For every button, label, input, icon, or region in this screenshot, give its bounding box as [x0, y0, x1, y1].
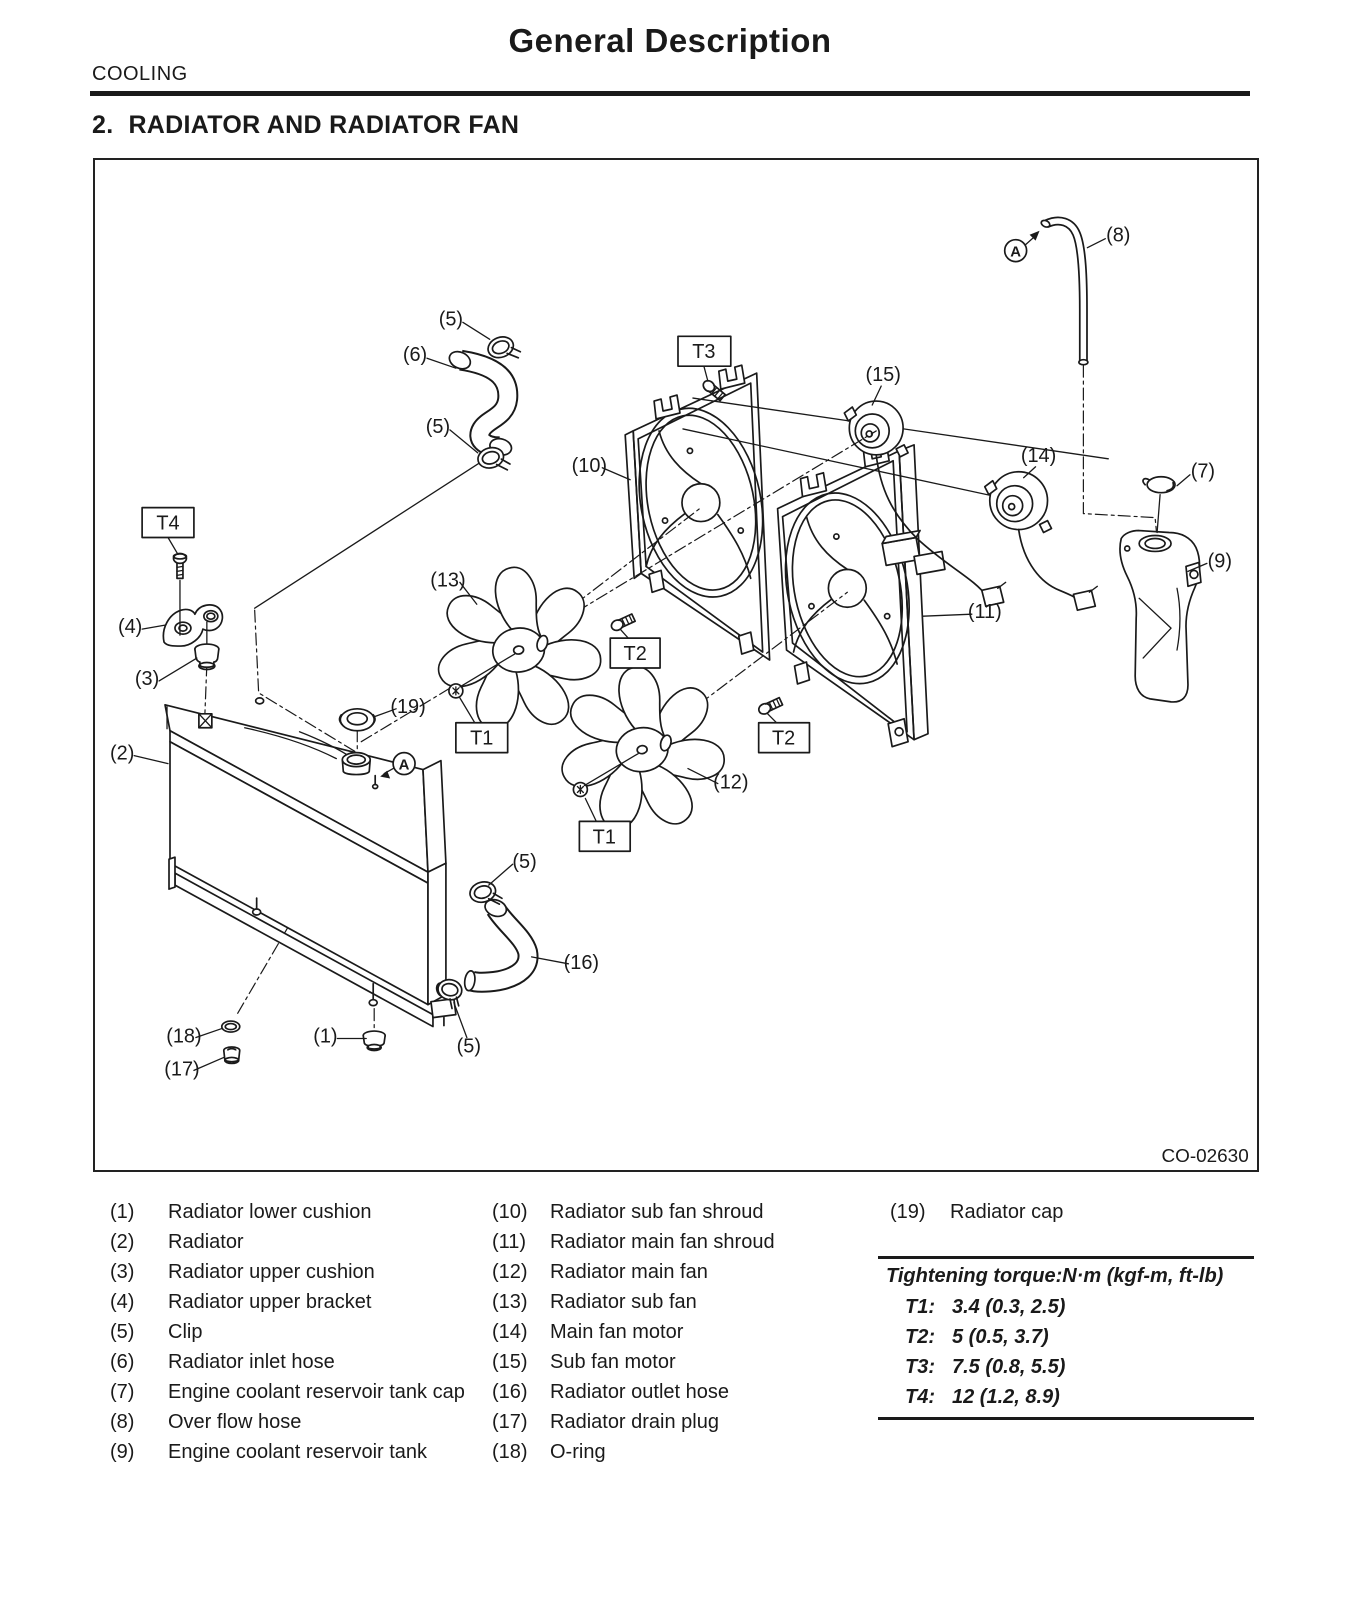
legend-label: Engine coolant reservoir tank cap [168, 1380, 465, 1403]
t2-bolt-right [757, 697, 783, 716]
callout-5-c: (5) [512, 851, 537, 874]
legend-item [492, 1317, 862, 1347]
detail-marker-top [1005, 231, 1040, 262]
legend-num: (8) [110, 1410, 135, 1433]
legend-item [110, 1227, 485, 1257]
legend-item [110, 1347, 485, 1377]
page-title: General Description [508, 22, 832, 59]
legend-num: (2) [110, 1230, 135, 1253]
callout-1: (1) [313, 1025, 338, 1048]
torque-ref-t4: T4 [156, 512, 180, 535]
legend-num: (5) [110, 1320, 135, 1343]
callout-17: (17) [164, 1058, 200, 1081]
torque-value: 7.5 (0.8, 5.5) [952, 1355, 1066, 1378]
torque-row [878, 1352, 1254, 1382]
legend-label: Radiator lower cushion [168, 1200, 372, 1223]
header-rule [90, 91, 1250, 96]
legend-num: (18) [492, 1440, 528, 1463]
torque-value: 12 (1.2, 8.9) [952, 1385, 1060, 1408]
callout-6: (6) [402, 344, 428, 367]
torque-rule-bottom [878, 1417, 1254, 1420]
legend-label: Radiator main fan [550, 1260, 708, 1283]
callout-14: (14) [1020, 444, 1057, 467]
section-number: 2. [92, 111, 114, 139]
detail-a-top-letter: A [1010, 243, 1022, 261]
callout-9: (9) [1207, 550, 1233, 573]
legend-label: Radiator upper bracket [168, 1290, 372, 1313]
section-title: RADIATOR AND RADIATOR FAN [128, 111, 520, 139]
legend-num: (17) [492, 1410, 528, 1433]
legend-num: (4) [110, 1290, 135, 1313]
callout-19: (19) [390, 695, 426, 718]
torque-ref: T1: [905, 1295, 935, 1318]
legend-label: Radiator cap [950, 1200, 1064, 1223]
callout-18: (18) [166, 1025, 202, 1048]
torque-ref-t1-main: T1 [592, 826, 616, 849]
legend-label: Radiator outlet hose [550, 1380, 730, 1403]
radiator-outlet-hose-16 [463, 897, 528, 992]
legend-label: Radiator [168, 1230, 244, 1253]
legend-num: (10) [492, 1200, 528, 1223]
legend-num: (3) [110, 1260, 135, 1283]
callout-5-a: (5) [438, 308, 464, 331]
legend-item [492, 1257, 862, 1287]
legend-label: Radiator drain plug [550, 1410, 719, 1433]
legend-label: Radiator main fan shroud [550, 1230, 775, 1253]
callout-7: (7) [1190, 460, 1216, 483]
legend-item [110, 1257, 485, 1287]
detail-a-bottom-letter: A [398, 756, 410, 774]
legend-item [110, 1377, 485, 1407]
legend-num: (1) [110, 1200, 135, 1223]
legend-label: Engine coolant reservoir tank [168, 1440, 428, 1463]
radiator-fan-diagram [95, 160, 1257, 1170]
legend-label: Clip [168, 1320, 203, 1343]
torque-row [878, 1292, 1254, 1322]
legend-num: (19) [890, 1200, 926, 1223]
callout-5-d: (5) [456, 1035, 481, 1058]
legend-num: (13) [492, 1290, 528, 1313]
legend-label: Radiator upper cushion [168, 1260, 375, 1283]
callout-16: (16) [563, 951, 600, 974]
legend-item [110, 1197, 485, 1227]
legend-label: Over flow hose [168, 1410, 302, 1433]
legend-item [492, 1197, 862, 1227]
upper-cushion-3 [195, 644, 219, 669]
legend-label: Radiator sub fan shroud [550, 1200, 764, 1223]
legend-item [492, 1437, 862, 1467]
legend-label: Radiator inlet hose [168, 1350, 335, 1373]
category-label: COOLING [92, 63, 188, 85]
radiator [165, 695, 456, 1027]
legend-item [110, 1407, 485, 1437]
legend-item [492, 1377, 862, 1407]
callout-5-b: (5) [425, 415, 451, 438]
legend-item [492, 1287, 862, 1317]
legend-num: (7) [110, 1380, 135, 1403]
upper-bracket-4 [163, 605, 222, 646]
main-fan-shroud-11 [769, 443, 928, 747]
legend-num: (14) [492, 1320, 528, 1343]
main-fan-motor-14 [985, 472, 1098, 610]
legend-item [890, 1197, 1250, 1227]
callout-11: (11) [967, 601, 1002, 624]
callout-15: (15) [865, 364, 901, 387]
torque-ref: T3: [905, 1355, 935, 1378]
legend-item [492, 1347, 862, 1377]
o-ring-18 [222, 1021, 240, 1032]
callout-8: (8) [1106, 224, 1131, 247]
lower-cushion-1 [363, 1031, 385, 1050]
callout-3: (3) [134, 667, 160, 690]
legend-column-2 [492, 1197, 862, 1467]
callout-13: (13) [430, 569, 466, 592]
torque-ref: T2: [905, 1325, 935, 1348]
coolant-reservoir-tank-9 [1120, 531, 1201, 702]
legend-label: Sub fan motor [550, 1350, 676, 1373]
torque-ref-t3: T3 [692, 341, 716, 364]
sub-fan-shroud-10 [623, 365, 780, 660]
callout-labels [110, 225, 1232, 1081]
reservoir-tank-cap-7 [1143, 477, 1175, 533]
torque-row [878, 1322, 1254, 1352]
legend-item [110, 1317, 485, 1347]
legend-num: (16) [492, 1380, 528, 1403]
radiator-cap-19 [340, 709, 375, 731]
callout-4: (4) [117, 616, 143, 639]
legend-num: (15) [492, 1350, 528, 1373]
legend-column-3 [890, 1197, 1250, 1227]
figure-code: CO-02630 [1161, 1146, 1249, 1168]
legend-label: O-ring [550, 1440, 606, 1463]
legend-item [110, 1437, 485, 1467]
legend-num: (11) [492, 1230, 527, 1253]
t2-bolt-left [610, 613, 636, 632]
torque-title: Tightening torque:N·m (kgf-m, ft-lb) [886, 1265, 1224, 1287]
legend-column-1 [110, 1197, 485, 1467]
torque-ref-t2-right: T2 [771, 727, 796, 750]
torque-value: 3.4 (0.3, 2.5) [952, 1295, 1066, 1318]
legend-num: (6) [110, 1350, 135, 1373]
drain-plug-17 [224, 1047, 240, 1063]
torque-table [878, 1256, 1254, 1420]
callout-12: (12) [713, 771, 749, 794]
torque-row [878, 1382, 1254, 1412]
legend-item [492, 1227, 862, 1257]
callout-2: (2) [110, 742, 135, 765]
legend-label: Radiator sub fan [550, 1290, 697, 1313]
callout-10: (10) [571, 454, 608, 477]
radiator-inlet-hose-6 [447, 348, 514, 457]
legend-item [110, 1287, 485, 1317]
section-heading [92, 111, 519, 140]
exploded-diagram [93, 158, 1259, 1172]
torque-value: 5 (0.5, 3.7) [952, 1325, 1049, 1348]
legend-label: Main fan motor [550, 1320, 684, 1343]
legend-item [492, 1407, 862, 1437]
legend-num: (12) [492, 1260, 528, 1283]
torque-ref: T4: [905, 1385, 935, 1408]
torque-ref-t2-left: T2 [623, 643, 647, 666]
torque-ref-t1-sub: T1 [470, 727, 494, 750]
legend-num: (9) [110, 1440, 135, 1463]
overflow-hose-8 [1040, 219, 1088, 365]
